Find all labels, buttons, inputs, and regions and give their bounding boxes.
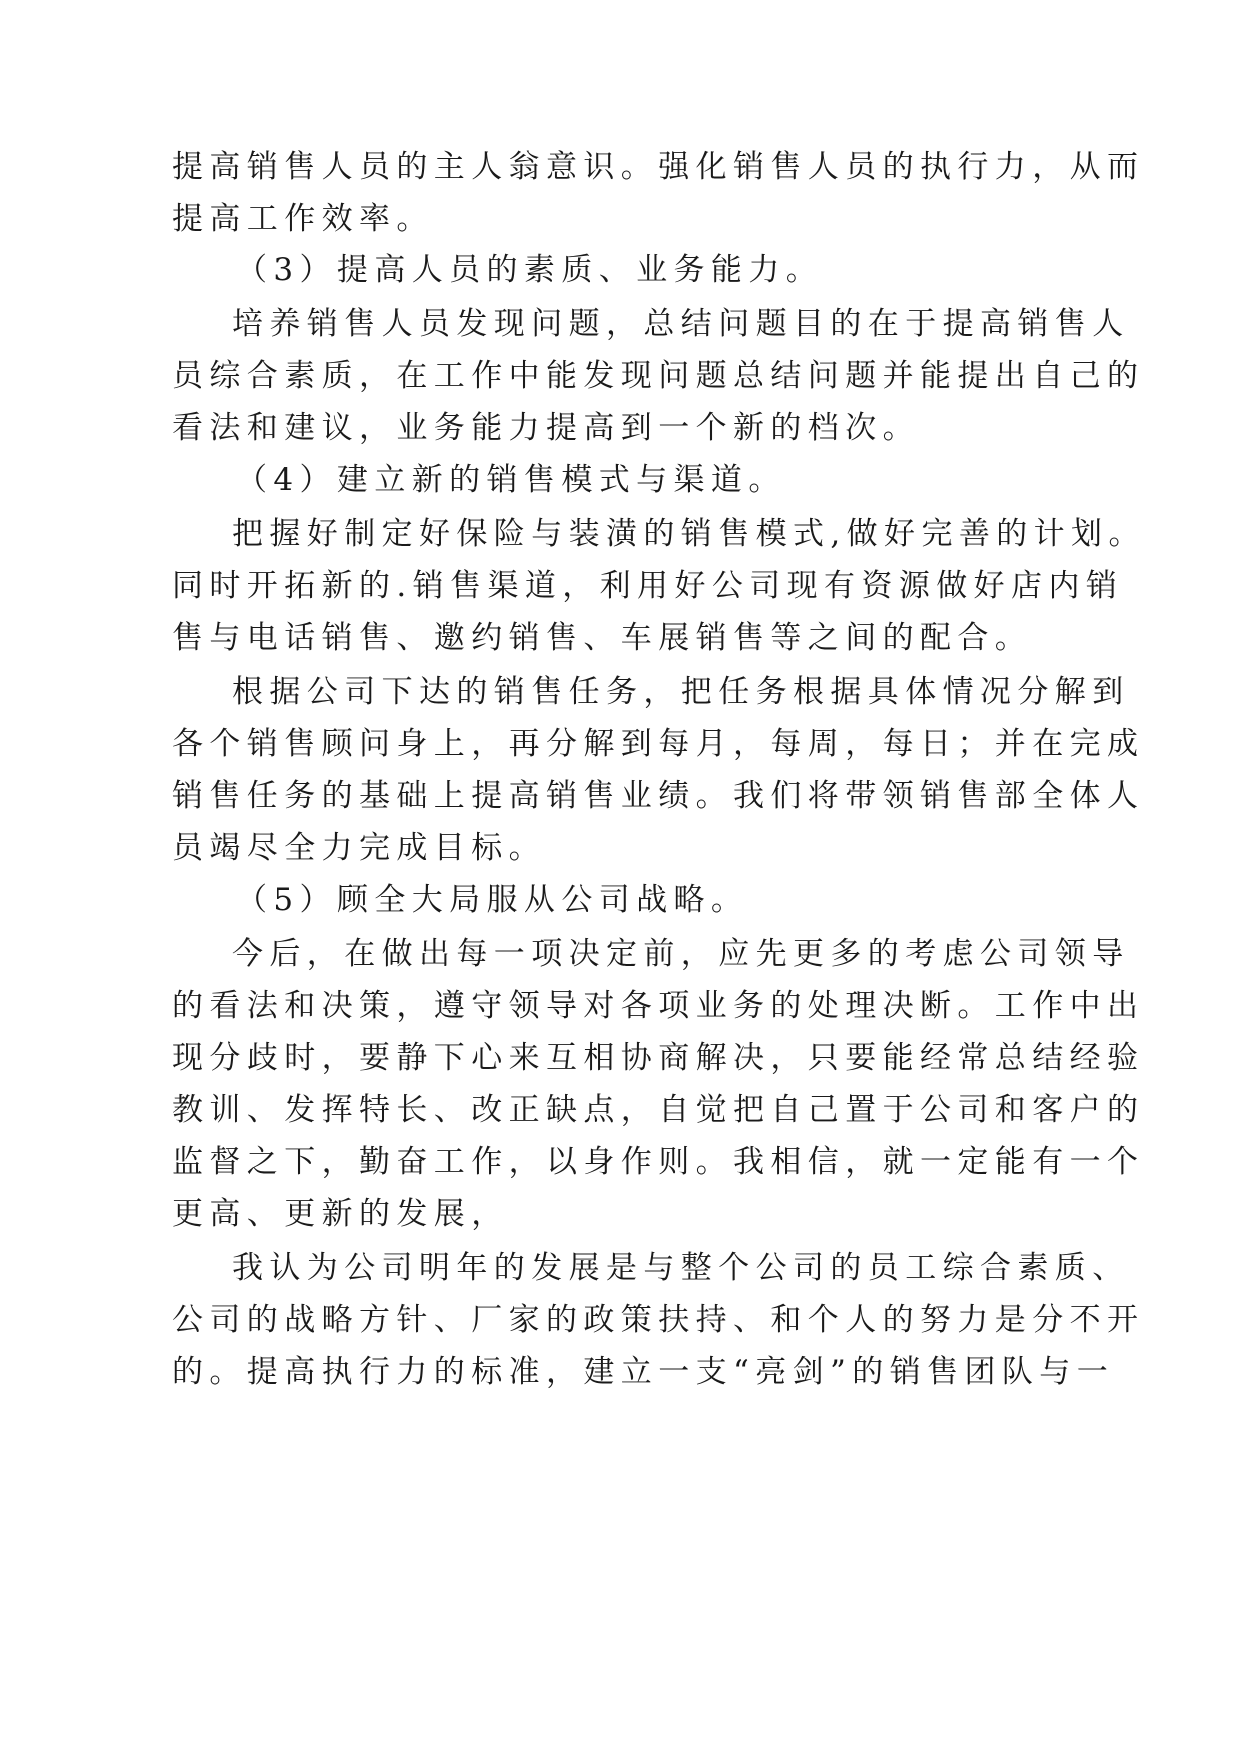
text-line: 各个销售顾问身上，再分解到每月，每周，每日；并在完成 xyxy=(172,726,1145,762)
text-line: 的。提高执行力的标准，建立一支“亮剑”的销售团队与一 xyxy=(172,1354,1115,1390)
text-line: 售与电话销售、邀约销售、车展销售等之间的配合。 xyxy=(172,620,1033,656)
section-heading: （4）建立新的销售模式与渠道。 xyxy=(236,462,786,498)
text-line: 提高工作效率。 xyxy=(172,201,434,237)
text-line: 监督之下，勤奋工作，以身作则。我相信，就一定能有一个 xyxy=(172,1144,1145,1180)
text-line: 我认为公司明年的发展是与整个公司的员工综合素质、 xyxy=(232,1250,1130,1286)
text-line: 的看法和决策，遵守领导对各项业务的处理决断。工作中出 xyxy=(172,988,1145,1024)
text-line: 教训、发挥特长、改正缺点，自觉把自己置于公司和客户的 xyxy=(172,1092,1145,1128)
text-line: 看法和建议，业务能力提高到一个新的档次。 xyxy=(172,410,920,446)
text-line: 提高销售人员的主人翁意识。强化销售人员的执行力，从而 xyxy=(172,149,1145,185)
section-heading: （3）提高人员的素质、业务能力。 xyxy=(236,252,824,288)
text-line: 同时开拓新的.销售渠道，利用好公司现有资源做好店内销 xyxy=(172,568,1124,604)
text-line: 今后，在做出每一项决定前，应先更多的考虑公司领导 xyxy=(232,936,1130,972)
text-line: 员综合素质，在工作中能发现问题总结问题并能提出自己的 xyxy=(172,358,1145,394)
text-line: 公司的战略方针、厂家的政策扶持、和个人的努力是分不开 xyxy=(172,1302,1145,1338)
text-line: 现分歧时，要静下心来互相协商解决，只要能经常总结经验 xyxy=(172,1040,1145,1076)
text-line: 培养销售人员发现问题，总结问题目的在于提高销售人 xyxy=(232,306,1130,342)
text-line: 根据公司下达的销售任务，把任务根据具体情况分解到 xyxy=(232,674,1130,710)
text-line: 员竭尽全力完成目标。 xyxy=(172,830,546,866)
text-line: 更高、更新的发展， xyxy=(172,1196,509,1232)
text-line: 销售任务的基础上提高销售业绩。我们将带领销售部全体人 xyxy=(172,778,1145,814)
section-heading: （5）顾全大局服从公司战略。 xyxy=(236,882,749,918)
text-line: 把握好制定好保险与装潢的销售模式,做好完善的计划。 xyxy=(232,516,1146,552)
